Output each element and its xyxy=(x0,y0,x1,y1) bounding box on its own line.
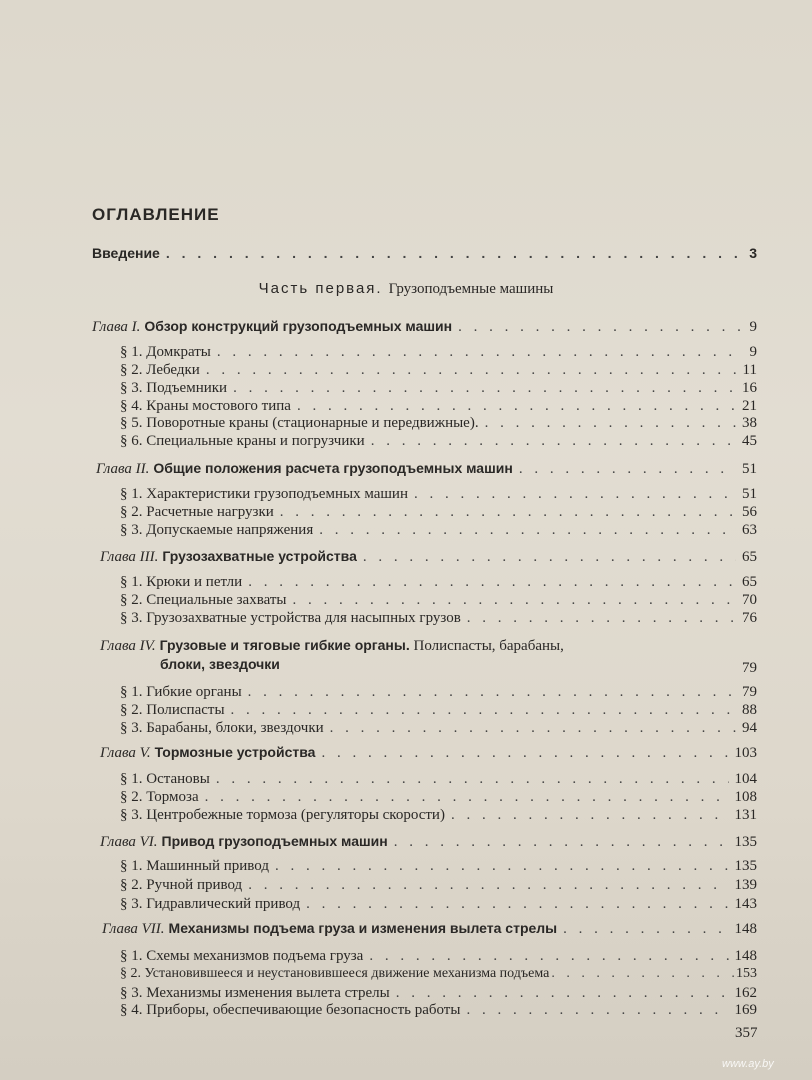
section-row xyxy=(120,789,757,806)
page-ref: 135 xyxy=(734,834,757,850)
section-row xyxy=(120,592,757,609)
page-ref: 9 xyxy=(749,344,757,360)
dot-leader xyxy=(451,807,729,824)
page-ref: 51 xyxy=(742,486,757,502)
section-row xyxy=(120,1002,757,1019)
section-label: § 5. Поворотные краны (стационарные и передвижные). xyxy=(120,415,479,431)
chapter-row xyxy=(100,548,757,566)
toc-title: ОГЛАВЛЕНИЕ xyxy=(92,205,220,224)
page-ref: 104 xyxy=(734,771,757,787)
dot-leader xyxy=(306,896,728,913)
chapter-title: Привод грузоподъемных машин xyxy=(161,833,388,849)
section-row xyxy=(120,362,757,379)
page-ref: 139 xyxy=(734,877,757,893)
section-label: § 1. Машинный привод xyxy=(120,858,269,874)
dot-leader xyxy=(394,834,729,851)
dot-leader xyxy=(233,380,736,397)
section-label: § 1. Остановы xyxy=(120,771,210,787)
page-ref: 65 xyxy=(742,574,757,590)
page-ref: 169 xyxy=(734,1002,757,1018)
section-row xyxy=(120,948,757,965)
page-ref: 70 xyxy=(742,592,757,608)
chapter-label: Глава III. xyxy=(100,549,159,565)
page-ref: 45 xyxy=(742,433,757,449)
chapter-label: Глава IV. xyxy=(100,638,156,654)
page-ref: 103 xyxy=(734,745,757,761)
section-label: § 1. Крюки и петли xyxy=(120,574,243,590)
section-row xyxy=(120,415,757,432)
dot-leader xyxy=(369,948,728,965)
dot-leader xyxy=(467,610,736,627)
part-prefix: Часть первая. xyxy=(258,280,383,297)
chapter-title: Механизмы подъема груза и изменения вылета стрелы xyxy=(168,920,558,936)
chapter-title: Обзор конструкций грузоподъемных машин xyxy=(144,318,453,334)
dot-leader xyxy=(563,921,728,938)
chapter-row xyxy=(102,920,757,938)
section-label: § 2. Ручной привод xyxy=(120,877,243,893)
chapter-title-line2: блоки, звездочки xyxy=(160,656,280,672)
section-row xyxy=(120,380,757,397)
page-ref: 79 xyxy=(742,684,757,700)
section-label: § 2. Расчетные нагрузки xyxy=(120,504,274,520)
section-label: § 3. Допускаемые напряжения xyxy=(120,522,314,538)
dot-leader xyxy=(275,858,729,875)
page-ref: 148 xyxy=(734,948,757,964)
section-label: § 3. Грузозахватные устройства для насыпных грузов xyxy=(120,610,461,626)
section-label: § 1. Характеристики грузоподъемных машин xyxy=(120,486,408,502)
chapter-label: Глава V. xyxy=(100,745,151,761)
dot-leader xyxy=(551,966,734,982)
chapter-title-cont: Полиспасты, барабаны, xyxy=(413,638,564,654)
chapter-row-cont xyxy=(160,656,757,672)
section-row xyxy=(120,486,757,503)
chapter-title: Грузовые и тяговые гибкие органы. xyxy=(159,637,410,653)
page-ref: 76 xyxy=(742,610,757,626)
section-row xyxy=(120,574,757,591)
dot-leader xyxy=(466,1002,728,1019)
section-label: § 2. Установившееся и неустановившееся движение механизма подъема xyxy=(120,966,550,981)
dot-leader xyxy=(485,415,736,432)
page-ref: 131 xyxy=(734,807,757,823)
section-row xyxy=(120,985,757,1002)
page-ref: 38 xyxy=(742,415,757,431)
section-label: § 3. Механизмы изменения вылета стрелы xyxy=(120,985,390,1001)
chapter-label: Глава I. xyxy=(92,319,141,335)
dot-leader xyxy=(396,985,729,1002)
section-row xyxy=(120,398,757,415)
page-ref: 16 xyxy=(742,380,757,396)
dot-leader xyxy=(414,486,736,503)
chapter-title: Тормозные устройства xyxy=(154,744,316,760)
dot-leader xyxy=(280,504,736,521)
dot-leader xyxy=(297,398,736,415)
part-name: Грузоподъемные машины xyxy=(388,281,554,297)
page-ref: 65 xyxy=(742,549,757,565)
dot-leader xyxy=(519,461,736,478)
section-label: § 1. Схемы механизмов подъема груза xyxy=(120,948,364,964)
dot-leader xyxy=(293,592,737,609)
section-row xyxy=(120,771,757,788)
page-ref: 51 xyxy=(742,461,757,477)
section-label: § 4. Приборы, обеспечивающие безопасность работы xyxy=(120,1002,461,1018)
chapter-title: Общие положения расчета грузоподъемных машин xyxy=(153,460,513,476)
section-row xyxy=(120,807,757,824)
dot-leader xyxy=(319,522,736,539)
section-label: § 2. Специальные захваты xyxy=(120,592,287,608)
intro-label: Введение xyxy=(92,245,160,261)
section-label: § 1. Домкраты xyxy=(120,344,211,360)
chapter-label: Глава VI. xyxy=(100,834,158,850)
section-row xyxy=(120,684,757,701)
page-ref: 135 xyxy=(734,858,757,874)
dot-leader xyxy=(217,344,744,361)
page-ref: 108 xyxy=(734,789,757,805)
dot-leader xyxy=(248,684,736,701)
part-heading xyxy=(0,280,812,298)
section-row xyxy=(120,504,757,521)
chapter-row xyxy=(96,460,757,478)
page-ref: 153 xyxy=(736,966,757,981)
page-ref: 63 xyxy=(742,522,757,538)
chapter-row xyxy=(100,637,757,655)
dot-leader xyxy=(216,771,729,788)
section-label: § 2. Полиспасты xyxy=(120,702,225,718)
chapter-row xyxy=(100,744,757,762)
page-ref: 21 xyxy=(742,398,757,414)
chapter-label: Глава VII. xyxy=(102,921,165,937)
section-label: § 4. Краны мостового типа xyxy=(120,398,291,414)
section-label: § 3. Гидравлический привод xyxy=(120,896,301,912)
dot-leader xyxy=(321,745,728,762)
page-ref: 148 xyxy=(734,921,757,937)
section-row xyxy=(120,702,757,719)
section-row xyxy=(120,344,757,361)
chapter-page-row xyxy=(700,660,757,677)
dot-leader xyxy=(363,549,736,566)
page-ref: 143 xyxy=(734,896,757,912)
chapter-row xyxy=(92,318,757,336)
chapter-label: Глава II. xyxy=(96,461,150,477)
section-row xyxy=(120,610,757,627)
dot-leader xyxy=(205,789,729,806)
section-row xyxy=(120,877,757,894)
page-ref: 3 xyxy=(749,245,757,261)
section-row xyxy=(120,858,757,875)
section-row xyxy=(120,966,757,982)
dot-leader xyxy=(330,720,736,737)
page-ref: 79 xyxy=(742,660,757,676)
dot-leader xyxy=(371,433,736,450)
toc-entry-intro xyxy=(92,245,757,261)
section-row xyxy=(120,433,757,450)
watermark: www.ay.by xyxy=(722,1058,774,1070)
chapter-row xyxy=(100,833,757,851)
page-number: 357 xyxy=(735,1025,758,1041)
section-row xyxy=(120,720,757,737)
page-ref: 11 xyxy=(742,362,757,378)
section-row xyxy=(120,896,757,913)
section-row xyxy=(120,522,757,539)
dot-leader xyxy=(231,702,736,719)
dot-leader xyxy=(458,319,743,336)
page-ref: 56 xyxy=(742,504,757,520)
section-label: § 3. Центробежные тормоза (регуляторы скорости) xyxy=(120,807,445,823)
section-label: § 2. Лебедки xyxy=(120,362,200,378)
page-ref: 162 xyxy=(734,985,757,1001)
dot-leader xyxy=(166,245,743,261)
chapter-title: Грузозахватные устройства xyxy=(162,548,357,564)
section-label: § 3. Барабаны, блоки, звездочки xyxy=(120,720,324,736)
dot-leader xyxy=(248,574,736,591)
section-label: § 6. Специальные краны и погрузчики xyxy=(120,433,365,449)
section-label: § 2. Тормоза xyxy=(120,789,199,805)
section-label: § 1. Гибкие органы xyxy=(120,684,242,700)
page-ref: 9 xyxy=(749,319,757,335)
dot-leader xyxy=(248,877,728,894)
page-ref: 88 xyxy=(742,702,757,718)
dot-leader xyxy=(206,362,737,379)
section-label: § 3. Подъемники xyxy=(120,380,228,396)
page-ref: 94 xyxy=(742,720,757,736)
